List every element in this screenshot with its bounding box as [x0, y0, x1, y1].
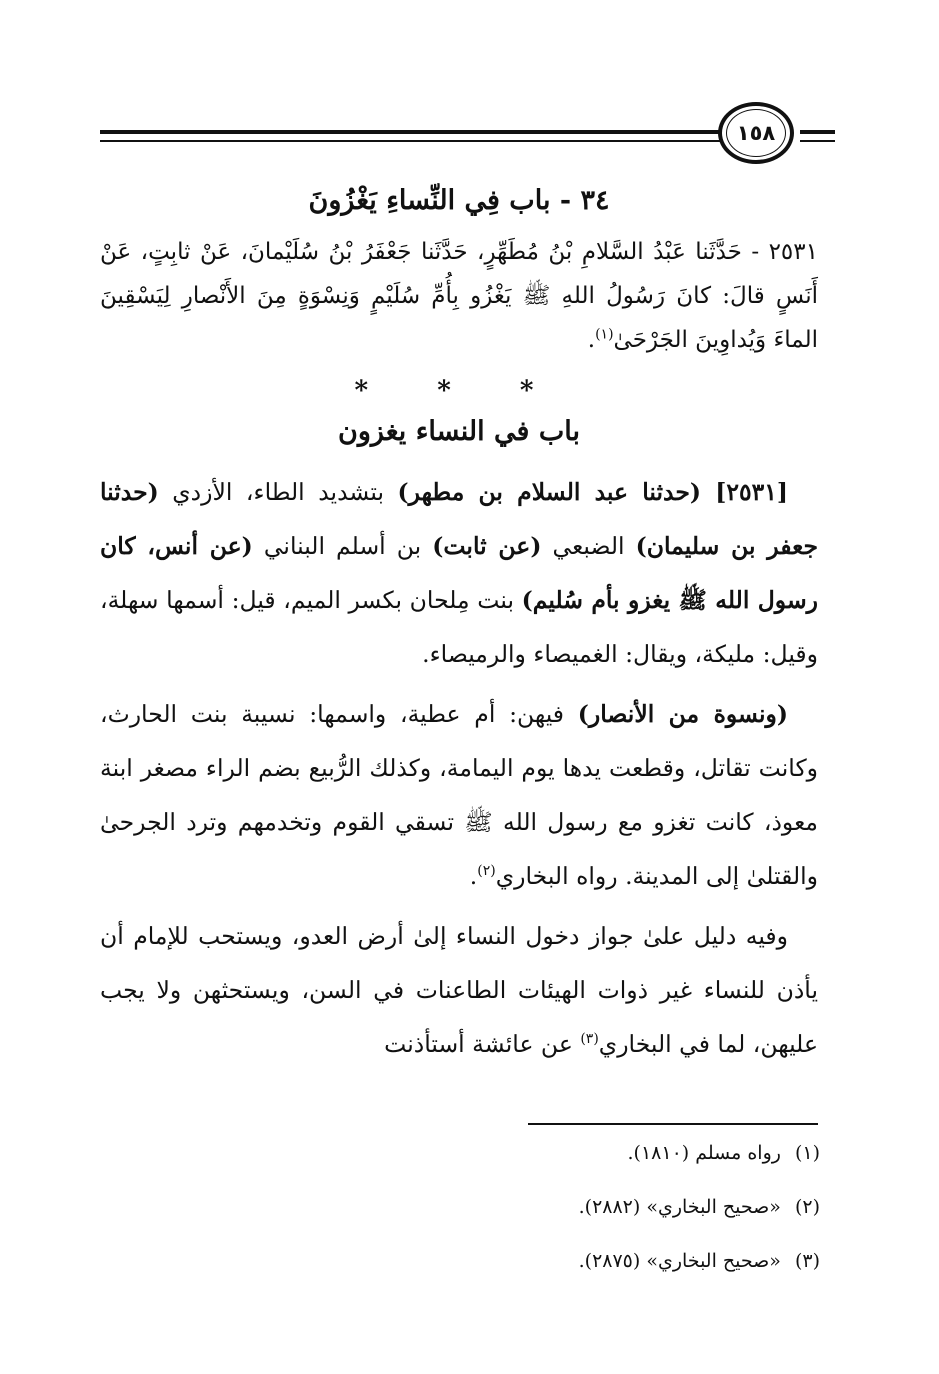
footnote-number: (٢): [794, 1196, 820, 1218]
commentary-paragraph-1: [100, 465, 818, 681]
chapter-heading: ٣٤ - باب فِي النِّساءِ يَغْزُونَ: [308, 185, 610, 216]
footnote-number: (١): [794, 1142, 820, 1164]
section-separator: * * *: [354, 376, 564, 406]
commentary-paragraph-3: [100, 909, 818, 1071]
plain-text: فيهن: أم عطية، واسمها: نسيبة بنت الحارث، وكانت تقاتل، وقطعت يدها يوم اليمامة، وكذلك الرُّبيع بضم الراء مصغر ابنة معوذ، كانت تغزو مع رسول الله ﷺ تسقي القوم وتخدمهم وترد الجرحىٰ والقتلىٰ إلى المدينة. رواه البخاري: [100, 700, 818, 890]
commentary-title: باب في النساء يغزون: [338, 416, 580, 447]
page-number: ١٥٨: [736, 121, 776, 145]
footnote-text: «صحيح البخاري» (٢٨٧٥).: [578, 1250, 781, 1272]
plain-text: الضبعي: [541, 532, 636, 560]
hadith-text: [100, 230, 818, 362]
footnote-ref-3: (٣): [580, 1031, 599, 1048]
footnote-separator: [528, 1123, 818, 1125]
footnote-text: «صحيح البخاري» (٢٨٨٢).: [578, 1196, 781, 1218]
plain-text: .: [469, 862, 478, 890]
page-number-inner-ring: [726, 109, 786, 157]
footnote-text: رواه مسلم (١٨١٠).: [627, 1142, 781, 1164]
bold-phrase: [٢٥٣١] (حدثنا عبد السلام بن مطهر): [397, 478, 788, 506]
footnotes: [100, 1130, 820, 1292]
bold-phrase: (حدثنا جعفر بن سليمان): [100, 478, 818, 560]
footnote-ref-2: (٢): [477, 863, 496, 880]
footnote-number: (٣): [794, 1250, 820, 1272]
hadith-end: .: [587, 327, 596, 353]
header-rule-stub-thin: [800, 140, 835, 142]
bold-phrase: (ونسوة من الأنصار): [577, 700, 788, 728]
plain-text: بن أسلم البناني: [252, 532, 433, 560]
hadith-body: ٢٥٣١ - حَدَّثَنا عَبْدُ السَّلامِ بْنُ مُطَهِّرٍ، حَدَّثَنا جَعْفَرُ بْنُ سُلَيْمانَ، عَنْ ثابِتٍ، عَنْ أَنَسٍ قالَ: كانَ رَسُولُ اللهِ ﷺ يَغْزُو بِأُمِّ سُلَيْمٍ وَنِسْوَةٍ مِنَ الأَنْصارِ لِيَسْقِينَ الماءَ وَيُداوِينَ الجَرْحَىٰ: [100, 239, 818, 353]
plain-text: بتشديد الطاء، الأزدي: [158, 478, 398, 506]
page-number-badge: [718, 102, 794, 164]
page-header: [100, 100, 835, 170]
plain-text: عن عائشة أستأذنت: [384, 1030, 581, 1058]
bold-phrase: (عن ثابت): [432, 532, 542, 560]
footnote-ref-1: (١): [595, 326, 614, 343]
commentary-paragraph-2: [100, 687, 818, 903]
header-rule-thin: [100, 140, 720, 142]
page-body: [100, 185, 818, 1077]
header-rule-thick: [100, 130, 720, 134]
plain-text: وفيه دليل علىٰ جواز دخول النساء إلىٰ أرض العدو، ويستحب للإمام أن يأذن للنساء غير ذوات الهيئات الطاعنات في السن، ويستحثهن ولا يجب عليهن، لما في البخاري: [100, 922, 818, 1058]
footnote-2: [100, 1184, 820, 1238]
footnote-1: [100, 1130, 820, 1184]
bold-phrase: (عن أنس، كان رسول الله ﷺ يغزو بأم سُليم): [100, 532, 818, 614]
footnote-3: [100, 1238, 820, 1292]
header-rule-stub: [800, 130, 835, 134]
plain-text: بنت مِلحان بكسر الميم، قيل: أسمها سهلة، وقيل: مليكة، ويقال: الغميصاء والرميصاء.: [100, 586, 818, 668]
